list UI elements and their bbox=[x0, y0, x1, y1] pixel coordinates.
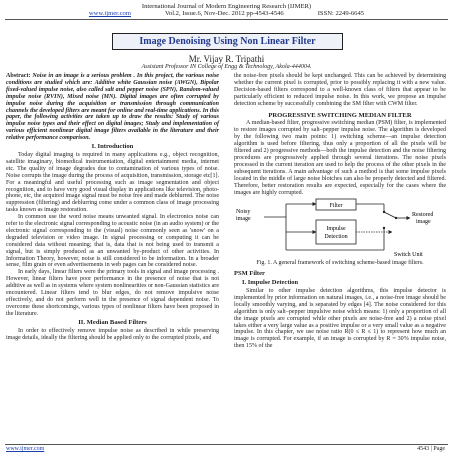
impulse-detection-heading: I. Impulse Detection bbox=[242, 279, 299, 287]
right-paragraph-1: the noise-free pixels should be kept unchanged. This can be achieved by determining whether the current pixel is corrupted, prior to possibly replacing it with a new value. Decision-based filters correspond to a well-known class of filters that appear to be particularly efficient to reduced impulse noise. In this work, we propose an impulse detection scheme by successfully combining the SM filter with CWM filter. bbox=[234, 73, 446, 107]
psm-filter-heading: PSM Filter bbox=[234, 270, 265, 278]
footer-website-link[interactable]: www.ijmer.com bbox=[6, 446, 45, 452]
author-name: Mr. Vijay R. Tripathi bbox=[188, 54, 265, 64]
journal-issn: ISSN: 2249-6645 bbox=[317, 10, 365, 17]
abstract-text: Noise in an image is a serious problem . In this project, the various noise conditions are studied which are: Additive white Gaussian noise (AWGN), Bipolar fixed-valued impulse noise, also called salt and pepper noise (SPN), Random-valued impulse noise (RVIN), Mixed noise (MN). Digital images are often corrupted by impulse noise during the acquisition or transmission through communication channels the developed filters are meant for online and real-time applications. In this paper, the following activities are taken up to draw the results: Study of various impulse noise types and their effect on digital images; Study and implementation of various efficient nonlinear digital image filters available in the literature and their relative performance comparison. bbox=[6, 73, 219, 142]
intro-paragraph-2: In common use the word noise means unwanted signal. In electronics noise can refer to the electronic signal corresponding to acoustic noise (in an audio system) or the electronic signal corresponding to the (visual) noise commonly seen as 'snow' on a degraded television or video image. In signal processing or computing it can be considered data without meaning; that is, data that is not being used to transmit a signal, but is simply produced as an unwanted by-product of other activities. In Information Theory, however, noise is still considered to be information. In a broader sense, film grain or even advertisements in web pages can be considered noise. bbox=[6, 214, 219, 269]
intro-paragraph-3: In early days, linear filters were the primary tools in signal and image processing . However, linear filters have poor performance in the presence of noise that is not additive as well as in systems where system nonlinearities or non-Gaussian statistics are encountered. Linear filters tend to blur edges, do not remove impulsive noise effectively, and do not perform well in the presence of signal dependent noise. To overcome these shortcomings, various types of nonlinear filters have been proposed in the literature. bbox=[6, 269, 219, 317]
figure-1-caption: Fig. 1. A general framework of switching scheme-based image filters. bbox=[256, 260, 424, 267]
section-heading-introduction: I. Introduction bbox=[91, 143, 134, 151]
section-heading-median-filters: II. Median Based Filters bbox=[78, 318, 147, 326]
impulse-label: Impulse bbox=[326, 226, 346, 233]
restored-label: Restored bbox=[412, 212, 434, 219]
journal-website-link[interactable]: www.ijmer.com bbox=[88, 10, 131, 17]
detection-label: Detection bbox=[324, 234, 348, 241]
section-heading-psmf: PROGRESSIVE SWITCHING MEDIAN FILTER bbox=[268, 111, 412, 119]
impulse-detection-box bbox=[316, 220, 356, 244]
intro-paragraph-1: Today digital imaging is required in many applications e.g., object recognition, satellite imaginary, biomedical instrumentation, digital entertainment media, internet etc. The quality of image degrades due to contamination of various types of noise. Noise corrupts the image during the process of acquisition, transmission, storage etc[1]. For a meaningful and useful processing such as image segmentation and object recognition, and to have very good visual display in applications like television, photo-phone, etc, the acquired image signal must be noise free and made deblurred. The noise suppression (filtering) and deblurring come under a common class of image processing tasks known as image restoration. bbox=[6, 151, 219, 214]
page-number: 4543 | Page bbox=[417, 446, 445, 452]
journal-meta bbox=[0, 10, 453, 17]
journal-volume: Vol.2, Issue.6, Nov-Dec. 2012 pp-4543-4546 bbox=[164, 10, 284, 17]
filter-label: Filter bbox=[329, 203, 343, 210]
impulse-detection-paragraph: Similar to other impulse detection algorithms, this impulse detector is implemented by prior information on natural images, i.e., a noise-free image should be locally smoothly varying, and is separated by edges [4]. The noise considered for this algorithm is only salt–pepper impulsive noise which means: 1) only a proportion of all the image pixels are corrupted while other pixels are noise-free and 2) a noise pixel takes either a very large value as a positive impulse or a very small value as a negative impulse. In this chapter, we use noise ratio R(0 ≤ R ≤ 1) to represent how much an image is corrupted. For example, if an image is corrupted by R = 30% impulse noise, then 15% of the bbox=[234, 288, 446, 350]
switching-scheme-diagram bbox=[234, 198, 446, 260]
footer-rule bbox=[5, 444, 448, 445]
right-column bbox=[234, 73, 446, 350]
author-affiliation: Assistant Professor IN College of Engg & Technology, Akola-444004. bbox=[141, 64, 312, 70]
noisy-label: Noisy bbox=[236, 209, 251, 216]
switch-unit-label: Switch Unit bbox=[394, 252, 423, 259]
paper-title: Image Denoising Using Non Linear Filter bbox=[112, 33, 343, 50]
psmf-paragraph: A median-based filter, progressive switching median (PSM) filter, is implemented to restore images corrupted by salt–pepper impulse noise. The algorithm is developed by the following two main points: 1) switching scheme—an impulse detection algorithm is used before filtering, thus only a proportion of all the pixels will be filtered and 2) progressive methods—both the impulse detection and the noise filtering procedures are progressively applied through several iterations. The noise pixels processed in the current iteration are used to help the process of the other pixels in the subsequent iterations. A main advantage of such a method is that some impulse pixels located in the middle of large noise blotches can also be properly detected and filtered. Therefore, better restoration results are expected, especially for the cases where the images are highly corrupted. bbox=[234, 120, 446, 196]
journal-name: International Journal of Modern Engineering Research (IJMER) bbox=[141, 3, 312, 10]
left-column bbox=[6, 73, 219, 341]
header-rule bbox=[5, 19, 448, 20]
switch-blade bbox=[384, 212, 396, 218]
noisy-image-label: image bbox=[236, 216, 251, 223]
restored-image-label: image bbox=[416, 219, 431, 226]
figure-1-diagram bbox=[234, 198, 446, 260]
abstract bbox=[6, 73, 219, 142]
abstract-label: Abstract: bbox=[6, 73, 31, 79]
median-paragraph-1: In order to effectively remove impulse noise as described in while preserving image details, ideally the filtering should be applied only to the corrupted pixels, and bbox=[6, 327, 219, 341]
